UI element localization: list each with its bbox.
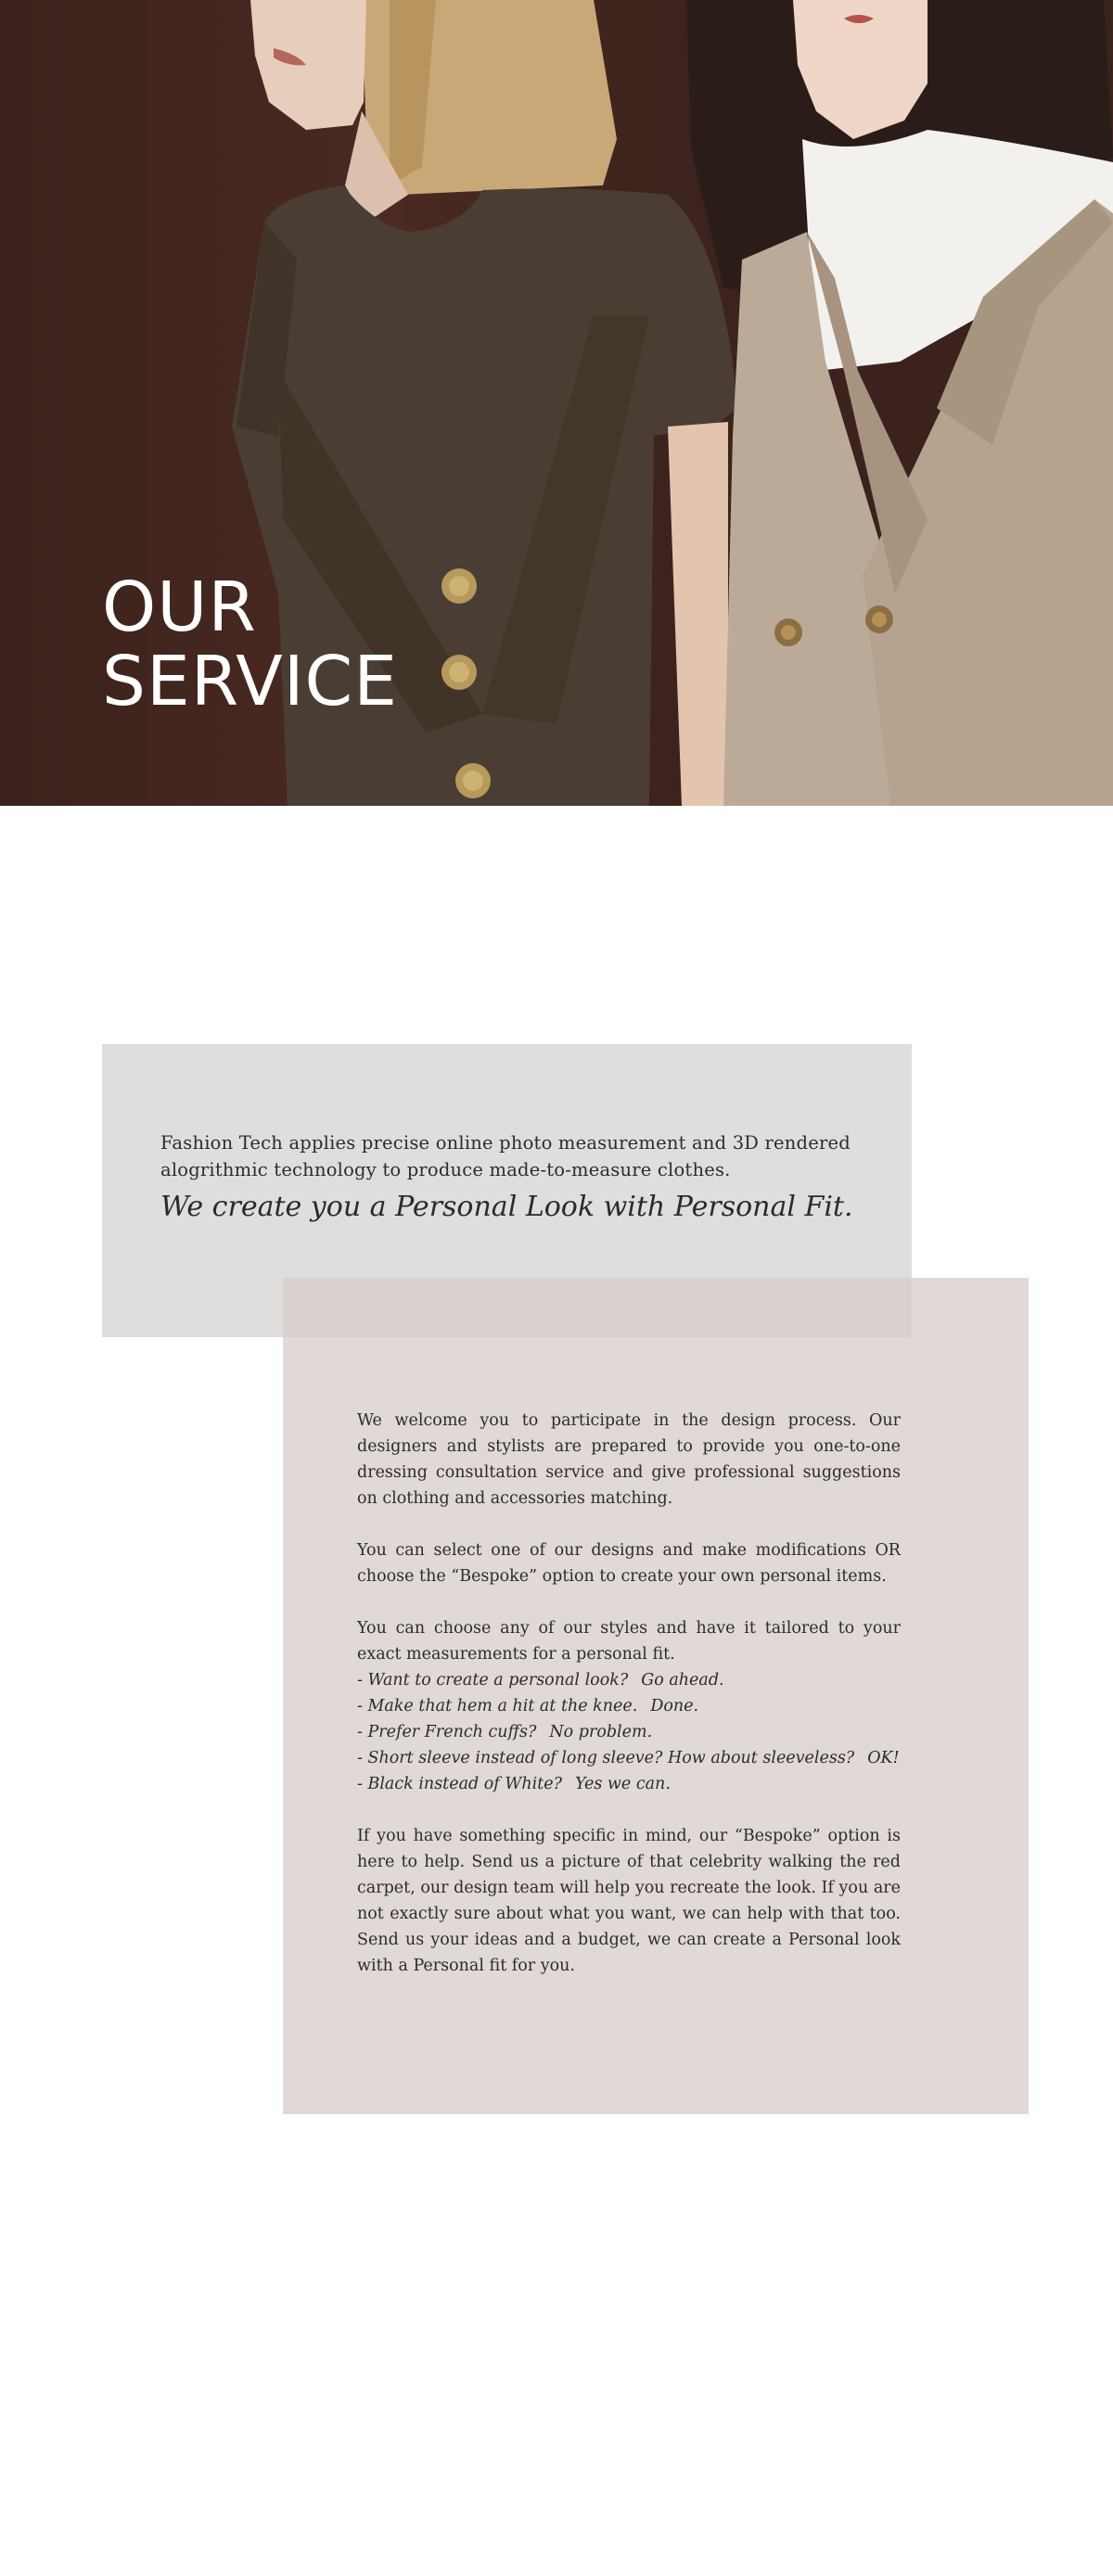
paragraph-modifications: You can select one of our designs and make modifications OR choose the “Bespoke” option to create your own personal items. — [357, 1541, 901, 1586]
intro-text: Fashion Tech applies precise online photo measurement and 3D rendered alogrithmic technology to produce made-to-measure clothes. — [160, 1132, 851, 1180]
paragraph-participate: We welcome you to participate in the design process. Our designers and stylists are prepared to provide you one-to-one dressing consultation service and give professional suggestions on clothing and accessories matching. — [357, 1411, 901, 1508]
title-line-our: OUR — [102, 567, 257, 647]
list-item: - Make that hem a hit at the knee. Done. — [357, 1697, 699, 1715]
list-item: - Prefer French cuffs? No problem. — [357, 1723, 653, 1741]
title-line-service: SERVICE — [102, 642, 398, 721]
paragraph-tailored: You can choose any of our styles and have it tailored to your exact measurements for a personal fit. — [357, 1619, 901, 1664]
list-item: - Want to create a personal look? Go ahead. — [357, 1671, 724, 1690]
options-list — [357, 1667, 901, 1797]
list-item: - Black instead of White? Yes we can. — [357, 1775, 671, 1793]
paragraph-bespoke: If you have something specific in mind, our “Bespoke” option is here to help. Send us a picture of that celebrity walking the red carpet, our design team will help you recreate the look. If you are not exactly sure about what you want, we can help with that too. Send us your ideas and a budget, we can create a Personal look with a Personal fit for you. — [357, 1827, 901, 1975]
hero-banner — [0, 0, 1113, 806]
list-item: - Short sleeve instead of long sleeve? How about sleeveless? OK! — [357, 1749, 900, 1767]
tagline: We create you a Personal Look with Personal Fit. — [160, 1191, 853, 1223]
page-title — [102, 567, 398, 721]
service-details — [357, 1408, 901, 2005]
